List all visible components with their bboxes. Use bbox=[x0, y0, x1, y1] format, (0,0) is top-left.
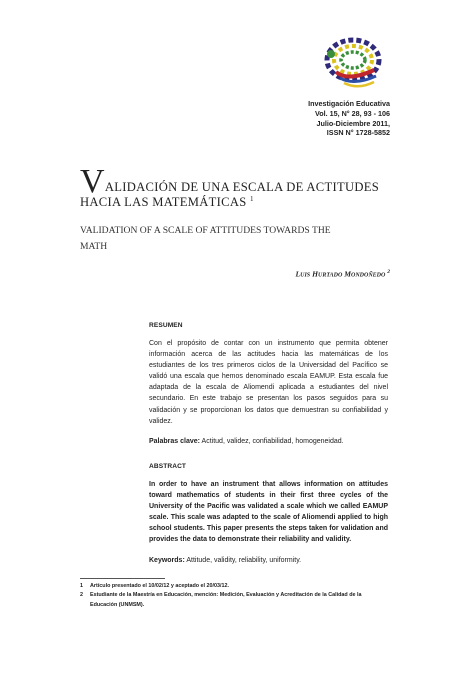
footnote-item bbox=[80, 591, 390, 610]
title-en-line1: VALIDATION OF A SCALE OF ATTITUDES TOWARDS THE bbox=[80, 225, 331, 236]
title-line1: ALIDACIÓN DE UNA ESCALA DE ACTITUDES bbox=[104, 180, 380, 194]
title-footnote-mark: 1 bbox=[249, 195, 254, 203]
resumen-keywords bbox=[149, 436, 388, 447]
author-last-rest: ONDOÑEDO bbox=[351, 272, 386, 279]
journal-name: Investigación Educativa bbox=[308, 99, 390, 108]
footnote-text: Estudiante de la Maestría en Educación, mención: Medición, Evaluación y Acreditación de la Calidad de la Educación (UNMSM). bbox=[90, 592, 362, 608]
journal-volume: Vol. 15, N° 28, 93 - 106 bbox=[314, 108, 390, 118]
abstract-heading: ABSTRACT bbox=[149, 463, 187, 470]
title-en-line2: MATH bbox=[80, 241, 108, 252]
author-name bbox=[296, 269, 391, 279]
journal-logo-icon bbox=[318, 30, 384, 96]
abstract-section bbox=[149, 463, 388, 566]
author-footnote-mark: 2 bbox=[387, 269, 390, 275]
abstract-keywords-label: Keywords: bbox=[149, 556, 185, 564]
footnote-item bbox=[80, 582, 390, 591]
resumen-heading: RESUMEN bbox=[149, 322, 183, 329]
title-initial: V bbox=[80, 163, 105, 200]
title-english bbox=[80, 223, 370, 255]
title-spanish bbox=[80, 163, 400, 210]
author-mid-rest: URTADO bbox=[317, 272, 343, 279]
journal-info bbox=[230, 99, 390, 138]
abstract-keywords bbox=[149, 555, 388, 566]
footnote-divider bbox=[80, 578, 165, 579]
abstract-body: In order to have an instrument that allows information on attitudes toward mathematics of students in their first three cycles of the University of the Pacific was validated a scale which we called EAMUP scale. This scale was adapted to the scale of Aliomendi applied to high school students. This paper presents the steps taken for validation and provides the data to demonstrate their reliability and validity. bbox=[149, 481, 388, 544]
journal-issn: ISSN N° 1728-5852 bbox=[326, 128, 390, 138]
journal-period: Julio-Diciembre 2011, bbox=[316, 118, 390, 128]
footnote-number: 2 bbox=[80, 592, 83, 599]
author-first-rest: UIS bbox=[300, 272, 311, 279]
author-first-initial: L bbox=[295, 269, 301, 279]
resumen-keywords-list: Actitud, validez, confiabilidad, homogeneidad. bbox=[201, 437, 344, 445]
footnote-text: Artículo presentado el 10/02/12 y aceptado el 20/03/12. bbox=[90, 583, 230, 589]
resumen-keywords-label: Palabras clave: bbox=[149, 437, 200, 445]
footnotes bbox=[80, 582, 390, 610]
abstract-keywords-list: Attitude, validity, reliability, uniformity. bbox=[186, 556, 302, 564]
title-line2: HACIA LAS MATEMÁTICAS bbox=[80, 195, 247, 209]
resumen-section bbox=[149, 322, 388, 447]
author-last-initial: M bbox=[344, 269, 351, 279]
footnote-number: 1 bbox=[80, 583, 83, 589]
author-mid-initial: H bbox=[312, 269, 318, 279]
resumen-body: Con el propósito de contar con un instrumento que permita obtener información acerca de las actitudes hacia las matemáticas de los estudiantes de los tres primeros ciclos de la Universidad del Pacífico se validó una escala que hemos denominado escala EAMUP. Esta escala fue adaptada de la escala de Aliomendi aplicada a estudiantes del nivel secundario. En este trabajo se presentan los pasos seguidos para su validación y se proporcionan los datos que demuestran su confiabilidad y validez. bbox=[149, 340, 388, 425]
